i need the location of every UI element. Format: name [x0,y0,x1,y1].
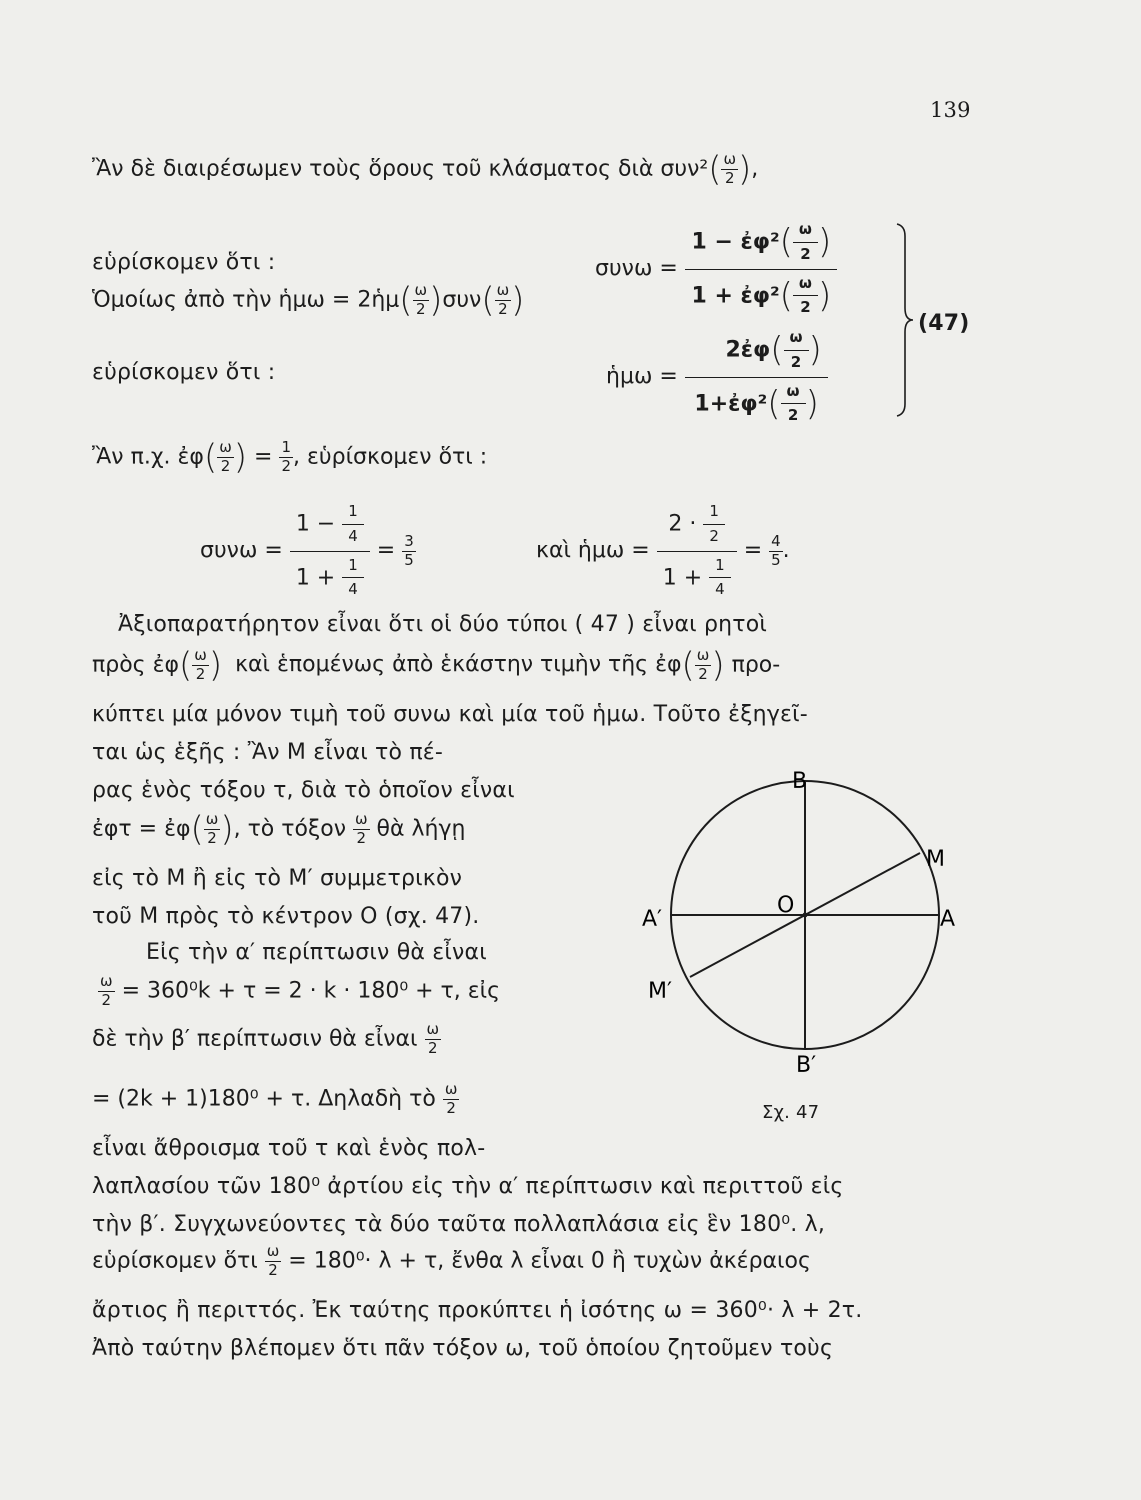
label-A-prime: Α′ [642,907,663,932]
syn-squared: συν² [660,156,709,182]
label-M: Μ [926,847,945,872]
sin-omega-fraction: 2ἐφ( $\frac{\omega}{2}$ ) 1+ἐφ²( $\frac{\omega}{2}$ ) [685,326,827,428]
paragraph-line-1: Ἀξιοπαρατήρητον εἶναι ὅτι οἱ δύο τύποι ( 47 ) εἶναι ρητοὶ [118,612,768,637]
paragraph-line-11: δὲ τὴν β′ περίπτωσιν θὰ εἶναι $\frac{\omega}{2}$ [92,1020,440,1057]
label-B-prime: Β′ [796,1053,817,1078]
cos-omega-formula [595,218,837,320]
cos-omega-fraction: 1 − ἐφ²( $\frac{\omega}{2}$ ) 1 + ἐφ²( $\frac{\omega}{2}$ ) [685,218,837,320]
paragraph-line-4: ται ὡς ἑξῆς : Ἂν Μ εἶναι τὸ πέ- [92,740,444,765]
example-cos: συνω = 1 − $\frac{1}{4}$ 1 + $\frac{1}{4}$ = $\frac{3}{5}$ [200,502,414,599]
label-A: Α [940,907,956,932]
paragraph-line-10: $\frac{\omega}{2}$ = 360⁰k + τ = 2 · k · 180⁰ + τ, εἰς [100,972,501,1009]
equation-brace [893,222,915,418]
intro-text: Ἂν δὲ διαιρέσωμεν τοὺς ὅρους τοῦ κλάσματος διὰ [92,156,654,182]
paragraph-line-2: πρὸς ἐφ( $\frac{\omega}{2}$ ) καὶ ἑπομένως ἀπὸ ἑκάστην τιμὴν τῆς ἐφ( $\frac{\omega}{2}$ ) προ- [92,645,781,686]
paragraph-line-6: ἐφτ = ἐφ( $\frac{\omega}{2}$ ), τὸ τόξον $\frac{\omega}{2}$ θὰ λήγῃ [92,809,466,850]
unit-circle-figure [630,760,970,1130]
equation-label: (47) [918,311,970,336]
label-M-prime: Μ′ [648,979,672,1004]
paragraph-line-5: ρας ἑνὸς τόξου τ, διὰ τὸ ὁποῖον εἶναι [92,778,515,803]
paragraph-line-8: τοῦ Μ πρὸς τὸ κέντρον Ο (σχ. 47). [92,904,480,929]
paragraph-line-12: = (2k + 1)180⁰ + τ. Δηλαδὴ τὸ $\frac{\omega}{2}$ [92,1080,458,1117]
page-number: 139 [930,98,971,122]
intro-line: Ἂν δὲ διαιρέσωμεν τοὺς ὅρους τοῦ κλάσματος διὰ συν²( $\frac{\omega}{2}$ ), [92,149,759,190]
paragraph-line-14: λαπλασίου τῶν 180⁰ ἀρτίου εἰς τὴν α′ περίπτωσιν καὶ περιττοῦ εἰς [92,1174,844,1199]
similarly-line: Ὁμοίως ἀπὸ τὴν ἡμω = 2ἡμ( $\frac{\omega}{2}$ )συν( $\frac{\omega}{2}$ ) [92,280,525,321]
label-B: Β [792,769,808,794]
example-line: Ἂν π.χ. ἐφ( $\frac{\omega}{2}$ ) = $\frac{1}{2}$ , εὑρίσκομεν ὅτι : [92,437,488,478]
we-find-line-1: εὑρίσκομεν ὅτι : [92,250,276,275]
paragraph-line-7: εἰς τὸ Μ ἢ εἰς τὸ Μ′ συμμετρικὸν [92,866,463,891]
paragraph-line-9: Εἰς τὴν α′ περίπτωσιν θὰ εἶναι [146,940,487,965]
half-omega-fraction: $\frac{\omega}{2}$ [723,150,737,187]
sin-omega-formula [606,326,828,428]
center-point [803,913,808,918]
sin-omega-label: ἡμω = [606,364,678,389]
paragraph-line-16: εὑρίσκομεν ὅτι $\frac{\omega}{2}$ = 180⁰· λ + τ, ἔνθα λ εἶναι 0 ἢ τυχὼν ἀκέραιος [92,1242,811,1279]
paragraph-line-15: τὴν β′. Συγχωνεύοντες τὰ δύο ταῦτα πολλαπλάσια εἰς ἓν 180⁰. λ, [92,1212,826,1237]
example-sin: καὶ ἡμω = 2 · $\frac{1}{2}$ 1 + $\frac{1}{4}$ = $\frac{4}{5}$ . [536,502,790,599]
paragraph-line-18: Ἀπὸ ταύτην βλέπομεν ὅτι πᾶν τόξον ω, τοῦ ὁποίου ζητοῦμεν τοὺς [92,1336,834,1361]
paragraph-line-13: εἶναι ἄθροισμα τοῦ τ καὶ ἑνὸς πολ- [92,1136,486,1161]
paragraph-line-3: κύπτει μία μόνον τιμὴ τοῦ συνω καὶ μία τοῦ ἡμω. Τοῦτο ἐξηγεῖ- [92,702,808,727]
paragraph-line-17: ἄρτιος ἢ περιττός. Ἐκ ταύτης προκύπτει ἡ ἰσότης ω = 360⁰· λ + 2τ. [92,1298,863,1323]
we-find-line-2: εὑρίσκομεν ὅτι : [92,360,276,385]
figure-caption: Σχ. 47 [762,1102,820,1123]
label-O: Ο [777,893,795,918]
cos-omega-label: συνω = [595,256,678,281]
